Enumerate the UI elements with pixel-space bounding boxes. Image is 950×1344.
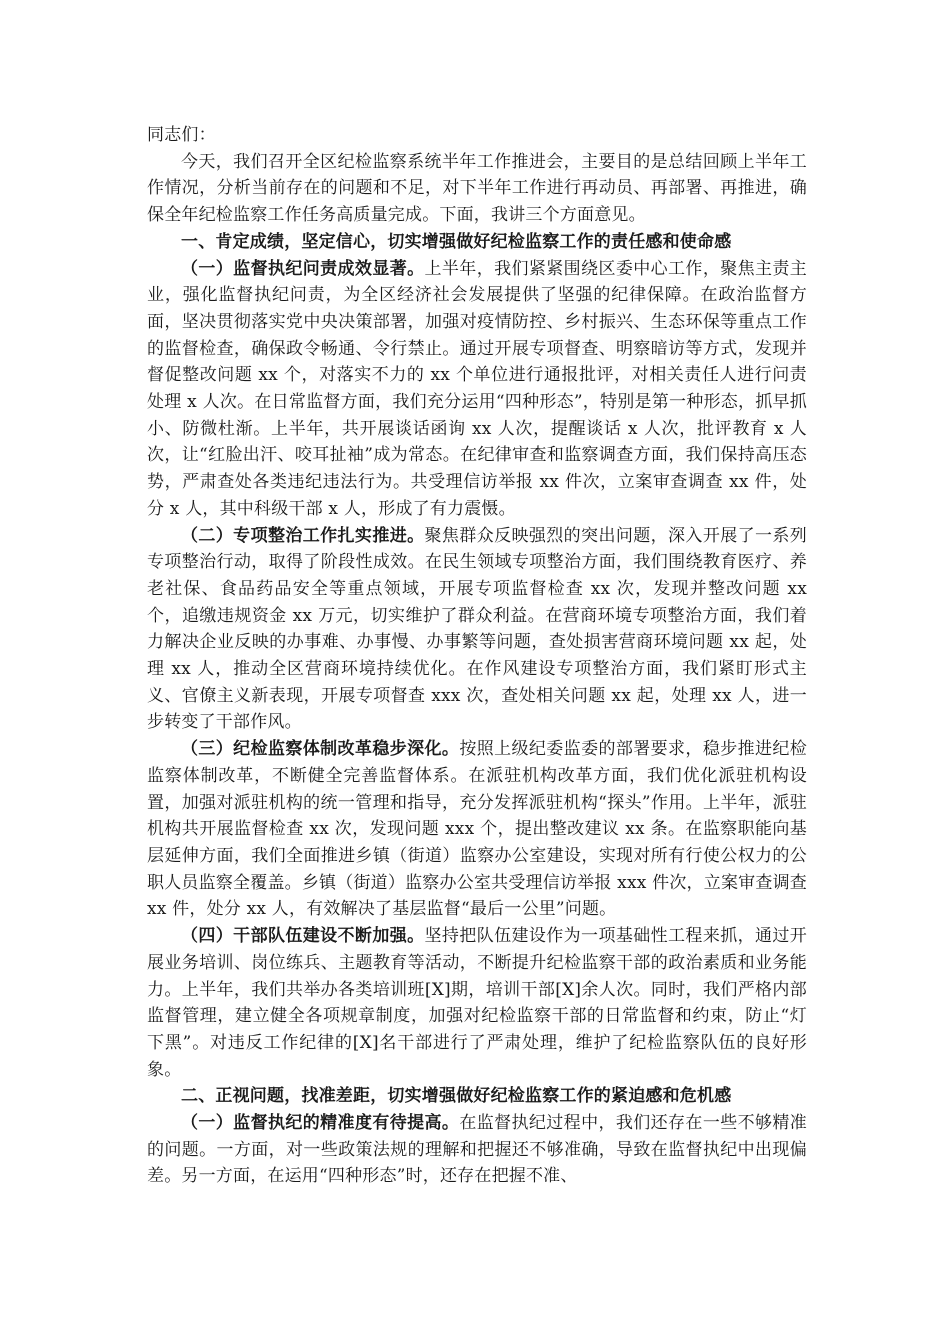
paragraph — [147, 1110, 807, 1190]
document-page — [147, 122, 807, 1190]
paragraph-body: 在监督执纪过程中，我们还存在一些不够精准的问题。一方面，对一些政策法规的理解和把握还不够准确，导致在监督执纪中出现偏差。另一方面，在运用“四种形态”时，还存在把握不准、 — [147, 1113, 808, 1187]
section-heading-1: 一、肯定成绩，坚定信心，切实增强做好纪检监察工作的责任感和使命感 — [181, 231, 732, 252]
subsection-title: （二）专项整治工作扎实推进。 — [181, 525, 425, 546]
salutation: 同志们： — [147, 125, 216, 145]
paragraph-body: 按照上级纪委监委的部署要求，稳步推进纪检监察体制改革，不断健全完善监督体系。在派驻机构改革方面，我们优化派驻机构设置，加强对派驻机构的统一管理和指导，充分发挥派驻机构“探头”作用。上半年，派驻机构共开展监督检查 xx 次，发现问题 xxx 个，提出整改建议 xx 条。在监察职能向基层延伸方面，我们全面推进乡镇（街道）监察办公室建设，实现对所有行使公权力的公职人员监察全覆盖。乡镇（街道）监察办公室共受理信访举报 xxx 件次，立案审查调查 xx 件，处分 xx 人，有效解决了基层监督“最后一公里”问题。 — [147, 739, 808, 920]
paragraph-body: 坚持把队伍建设作为一项基础性工程来抓，通过开展业务培训、岗位练兵、主题教育等活动，不断提升纪检监察干部的政治素质和业务能力。上半年，我们共举办各类培训班[X]期，培训干部[X]余人次。同时，我们严格内部监督管理，建立健全各项规章制度，加强对纪检监察干部的日常监督和约束，防止“灯下黑”。对违反工作纪律的[X]名干部进行了严肃处理，维护了纪检监察队伍的良好形象。 — [147, 926, 807, 1080]
subsection-title: （三）纪检监察体制改革稳步深化。 — [181, 739, 460, 760]
subsection-title: （四）干部队伍建设不断加强。 — [181, 926, 425, 947]
paragraph — [147, 523, 807, 737]
intro-paragraph: 今天，我们召开全区纪检监察系统半年工作推进会，主要目的是总结回顾上半年工作情况，分析当前存在的问题和不足，对下半年工作进行再动员、再部署、再推进，确保全年纪检监察工作任务高质量完成。下面，我讲三个方面意见。 — [147, 151, 807, 226]
subsection-title: （一）监督执纪问责成效显著。 — [181, 258, 425, 279]
paragraph-body: 上半年，我们紧紧围绕区委中心工作，聚焦主责主业，强化监督执纪问责，为全区经济社会发展提供了坚强的纪律保障。在政治监督方面，坚决贯彻落实党中央决策部署，加强对疫情防控、乡村振兴、生态环保等重点工作的监督检查，确保政令畅通、令行禁止。通过开展专项督查、明察暗访等方式，发现并督促整改问题 xx 个，对落实不力的 xx 个单位进行通报批评，对相关责任人进行问责处理 x 人次。在日常监督方面，我们充分运用“四种形态”，特别是第一种形态，抓早抓小、防微杜渐。上半年，共开展谈话函询 xx 人次，提醒谈话 x 人次，批评教育 x 人次，让“红脸出汗、咬耳扯袖”成为常态。在纪律审查和监察调查方面，我们保持高压态势，严肃查处各类违纪违法行为。共受理信访举报 xx 件次，立案审查调查 xx 件，处分 x 人，其中科级干部 x 人，形成了有力震慑。 — [147, 258, 807, 519]
paragraph-body: 聚焦群众反映强烈的突出问题，深入开展了一系列专项整治行动，取得了阶段性成效。在民生领域专项整治方面，我们围绕教育医疗、养老社保、食品药品安全等重点领域，开展专项监督检查 xx 次，发现并整改问题 xx 个，追缴违规资金 xx 万元，切实维护了群众利益。在营商环境专项整治方面，我们着力解决企业反映的办事难、办事慢、办事繁等问题，查处损害营商环境问题 xx 起，处理 xx 人，推动全区营商环境持续优化。在作风建设专项整治方面，我们紧盯形式主义、官僚主义新表现，开展专项督查 xxx 次，查处相关问题 xx 起，处理 xx 人，进一步转变了干部作风。 — [147, 525, 807, 733]
paragraph — [147, 923, 807, 1083]
subsection-title: （一）监督执纪的精准度有待提高。 — [181, 1113, 460, 1134]
section-heading-2: 二、正视问题，找准差距，切实增强做好纪检监察工作的紧迫感和危机感 — [181, 1086, 732, 1107]
paragraph — [147, 256, 807, 523]
paragraph — [147, 736, 807, 923]
